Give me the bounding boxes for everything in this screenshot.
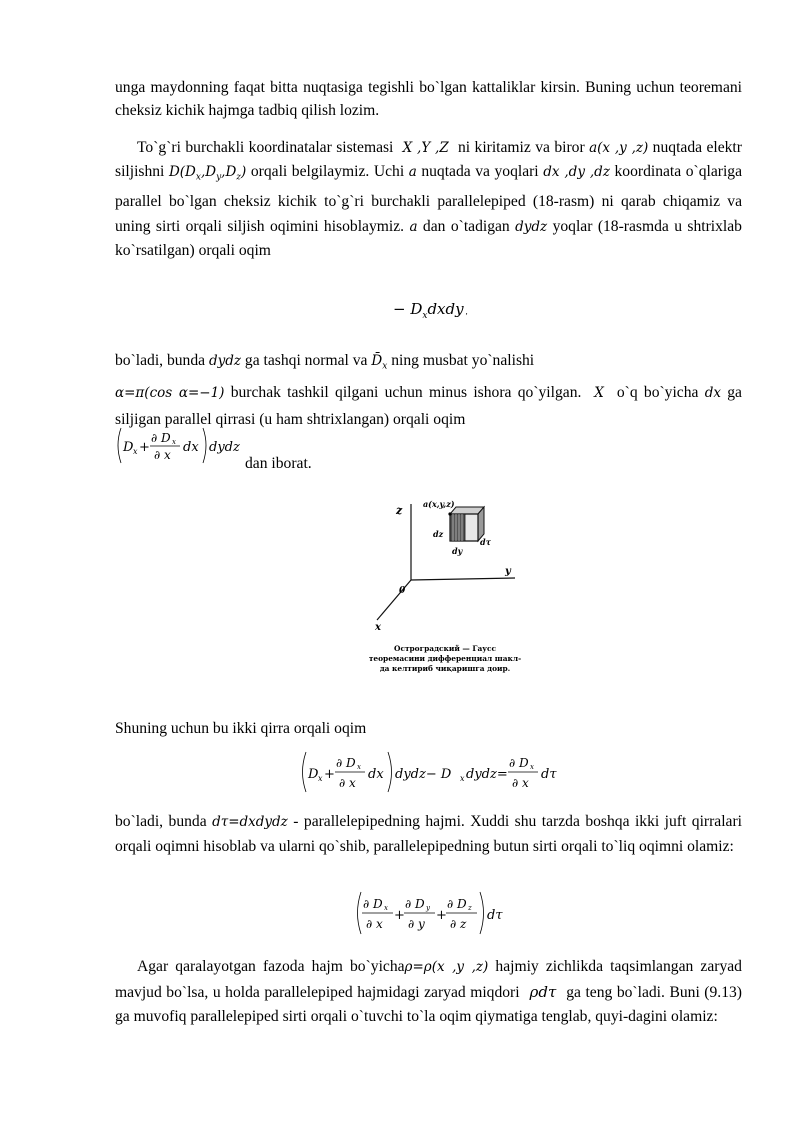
paragraph-intro — [115, 77, 742, 122]
math-Dx-vector: $D̄_x$ — [371, 353, 388, 372]
math-xyz: X ,Y ,Z — [397, 140, 454, 156]
svg-text:∂ y: ∂ y — [408, 917, 425, 931]
paragraph-two-faces — [115, 718, 742, 741]
figure-caption-line-3: да келтириб чиқаришга доир. — [379, 664, 511, 673]
formula-divergence — [353, 888, 513, 938]
math-D-vector: $D(D_x,D_y,D_z)$ — [168, 164, 247, 183]
paragraph-coordinates — [115, 136, 742, 263]
p4-text: Shuning uchun bu ikki qirra orqali oqim — [115, 720, 367, 737]
math-X: X — [587, 385, 611, 402]
svg-text:dx: dx — [183, 440, 199, 455]
svg-text:∂ x: ∂ x — [339, 776, 356, 790]
formula-Dx-plus-derivative — [113, 425, 248, 467]
p2-text-h: yoqlar (18-rasmda u shtrixlab ko`rsatilgan) orqali oqim — [115, 217, 742, 259]
p2-text-b: ni kiritamiz va biror — [457, 139, 585, 156]
svg-text:∂ x: ∂ x — [512, 776, 529, 790]
paragraph-charge-density — [115, 955, 742, 1030]
p3-text-a: bo`ladi, bunda — [115, 352, 206, 369]
figure-parallelepiped — [355, 492, 535, 687]
svg-text:x: x — [530, 763, 534, 771]
svg-text:x: x — [172, 438, 176, 446]
svg-text:D: D — [308, 767, 319, 782]
svg-text:dydz=: dydz= — [466, 767, 508, 782]
svg-text:z: z — [468, 904, 472, 912]
paragraph-intro-text: unga maydonning faqat bitta nuqtasiga tegishli bo`lgan kattaliklar kirsin. Buning uchun teoremani cheksiz kichik hajmga tadbiq qilish lozim. — [115, 79, 742, 119]
p2-text-g: dan o`tadigan — [422, 217, 510, 235]
math-dx: dx — [704, 385, 721, 402]
math-alpha-angle: α=π(cos α=−1) — [115, 385, 225, 402]
svg-text:∂ z: ∂ z — [450, 917, 467, 931]
svg-text:x: x — [460, 774, 465, 783]
figure-svg — [355, 492, 535, 687]
p3-text-d: burchak tashkil qilgani uchun minus ishora qo`yilgan. — [230, 384, 582, 402]
svg-text:∂ x: ∂ x — [154, 448, 171, 462]
p2-text-d: orqali belgilaymiz. Uchi — [250, 163, 405, 181]
paragraph-volume — [115, 810, 742, 859]
svg-text:dτ: dτ — [487, 908, 503, 923]
p5-text-b: - parallelepipedning hajmi. Xuddi shu tarzda boshqa ikki juft qirralari orqali oqimni hisoblab va ularni qo`shib, parallelepipedning butun sirti orqali to`liq oqimni olamiz: — [115, 813, 742, 855]
svg-text:dydz− D: dydz− D — [395, 767, 452, 782]
math-rho-dtau: ρdτ — [524, 982, 562, 1001]
svg-text:dx: dx — [368, 767, 384, 782]
math-a-xyz: a(x ,y ,z) — [589, 140, 649, 156]
svg-text:dydz: dydz — [209, 440, 240, 455]
svg-text:y: y — [426, 904, 430, 912]
paragraph-flux — [115, 348, 742, 432]
dy-label: dy — [452, 546, 463, 556]
svg-text:∂ x: ∂ x — [366, 917, 383, 931]
p3-text-f: ga siljigan parallel qirrasi (u ham shtrixlangan) orqali oqim — [115, 384, 742, 428]
x-axis — [377, 580, 411, 620]
p2-text-f: koordinata o`qlariga parallel bo`lgan cheksiz kichik to`g`ri burchakli parallelepiped (18-rasm) ni qarab chiqamiz va uning sirti orqali siljish oqimini hisoblaymiz. — [115, 163, 742, 235]
p6-text-c: ga teng bo`ladi. Buni (9.13) ga muvofiq parallelepiped sirti orqali o`tuvchi to`la oqim qiymatiga tenglab, quyi-dagini olamiz: — [115, 983, 742, 1025]
origin-label: 0 — [399, 586, 406, 596]
p3-text-b: ga tashqi normal va — [244, 352, 368, 369]
figure-caption-line-2: теоремасини дифференциал шакл- — [368, 654, 522, 663]
axis-z-label: z — [396, 504, 403, 517]
axis-x-label: x — [375, 622, 381, 633]
dtau-label: dτ — [480, 537, 491, 547]
math-dx-dy-dz: dx ,dy ,dz — [543, 164, 610, 181]
svg-text:∂ D: ∂ D — [405, 897, 425, 911]
y-axis — [411, 578, 515, 580]
axis-y-label: y — [505, 566, 511, 577]
dz-label: dz — [433, 529, 444, 539]
svg-text:x: x — [318, 774, 323, 783]
svg-text:∂ D: ∂ D — [447, 897, 467, 911]
svg-text:x: x — [133, 447, 138, 456]
svg-text:∂ D: ∂ D — [336, 756, 356, 770]
svg-text:x: x — [357, 763, 361, 771]
svg-text:+: + — [394, 908, 405, 923]
math-dydz-2: dydz — [208, 353, 242, 369]
svg-text:x: x — [384, 904, 388, 912]
p2-text-e: nuqtada va yoqlari — [421, 163, 539, 181]
p2-text-a: To`g`ri burchakli koordinatalar sistemasi — [137, 139, 394, 156]
p3-text-e: o`q bo`yicha — [616, 384, 699, 402]
svg-text:dτ: dτ — [541, 767, 557, 782]
figure-caption-line-1: Остроградский — Гаусс — [394, 644, 496, 653]
svg-text:∂ D: ∂ D — [363, 897, 383, 911]
svg-text:∂ D: ∂ D — [509, 756, 529, 770]
svg-text:∂ D: ∂ D — [151, 431, 171, 445]
p2-text-c: nuqtada elektr siljishni — [115, 139, 742, 181]
formula-minus-Dx-dxdy: − $D_xdxdy$ , — [393, 300, 468, 321]
math-a-2: a — [409, 218, 418, 235]
p3-text-c: ning musbat yo`nalishi — [391, 352, 535, 369]
svg-text:+: + — [436, 908, 447, 923]
parallelepiped-shape — [448, 507, 484, 541]
paragraph-dan-iborat — [245, 453, 445, 476]
math-rho-xyz: ρ=ρ(x ,y ,z) — [404, 959, 489, 975]
point-a-label: a(x,y,z) — [423, 499, 455, 509]
math-a: a — [408, 164, 417, 181]
math-dtau-eq: dτ=dxdydz — [212, 814, 288, 830]
svg-text:D: D — [123, 440, 134, 455]
formula-two-faces-flux — [298, 748, 568, 796]
p6-text-b: hajmiy zichlikda taqsimlangan zaryad mavjud bo`lsa, u holda parallelepiped hajmidagi zaryad miqdori — [115, 958, 742, 1001]
svg-text:+: + — [324, 767, 335, 782]
p3-text-g: dan iborat. — [245, 455, 312, 472]
p6-text-a: Agar qaralayotgan fazoda hajm bo`yicha — [137, 958, 405, 975]
svg-text:+: + — [139, 440, 150, 455]
p5-text-a: bo`ladi, bunda — [115, 813, 207, 830]
math-dydz: dydz — [515, 218, 548, 235]
